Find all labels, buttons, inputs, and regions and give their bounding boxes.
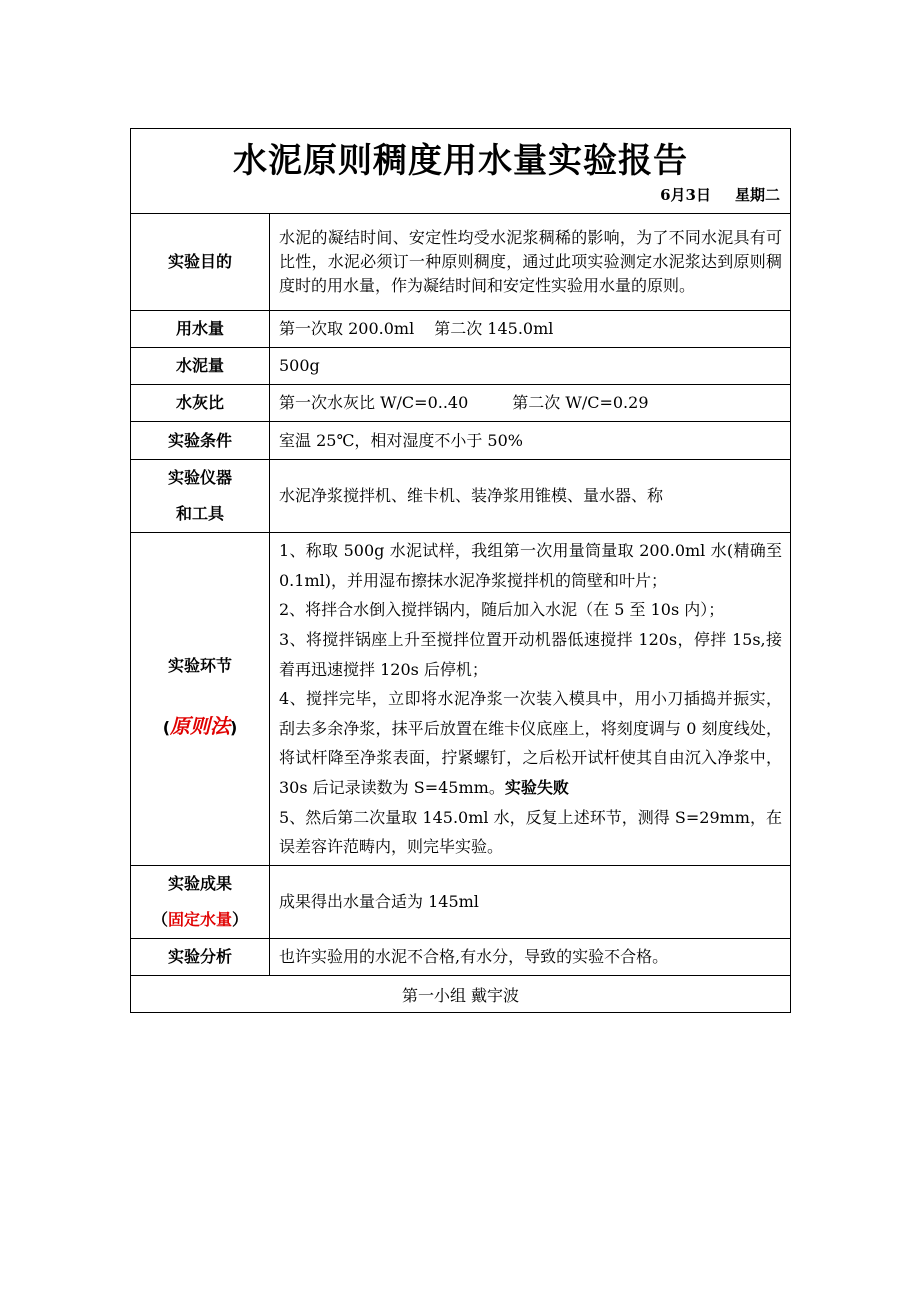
equipment-row xyxy=(131,460,791,533)
result-sub-text: 固定水量 xyxy=(167,910,232,929)
analysis-value: 也许实验用的水泥不合格,有水分，导致的实验不合格。 xyxy=(270,939,791,976)
date-line xyxy=(660,184,780,205)
result-label-cell xyxy=(131,866,270,939)
steps-value xyxy=(270,533,791,866)
steps-row xyxy=(131,533,791,866)
report-date: 6月3日 xyxy=(660,186,711,204)
steps-method-name: 原则法 xyxy=(170,714,230,738)
purpose-label: 实验目的 xyxy=(131,214,270,311)
water-value xyxy=(270,311,791,348)
cement-row xyxy=(131,348,791,385)
equipment-label-line2: 和工具 xyxy=(175,504,224,523)
steps-method-close: ) xyxy=(230,718,238,737)
page-title: 水泥原则稠度用水量实验报告 xyxy=(233,141,688,181)
cement-value: 500g xyxy=(270,348,791,385)
water-label: 用水量 xyxy=(131,311,270,348)
ratio-label: 水灰比 xyxy=(131,385,270,422)
water-row xyxy=(131,311,791,348)
result-sub-close: ） xyxy=(232,910,249,929)
step-3: 3、将搅拌锅座上升至搅拌位置开动机器低速搅拌 120s，停拌 15s,接着再迅速搅拌 120s 后停机； xyxy=(279,630,782,679)
result-value: 成果得出水量合适为 145ml xyxy=(270,866,791,939)
title-row xyxy=(131,129,791,214)
ratio-second: 第二次 W/C=0.29 xyxy=(512,393,649,412)
cement-label: 水泥量 xyxy=(131,348,270,385)
title-cell xyxy=(131,129,791,214)
purpose-row xyxy=(131,214,791,311)
footer-author: 第一小组 戴宇波 xyxy=(131,976,791,1013)
steps-method xyxy=(131,708,269,746)
ratio-value xyxy=(270,385,791,422)
step-4-fail-note: 实验失败 xyxy=(504,777,569,797)
purpose-value: 水泥的凝结时间、安定性均受水泥浆稠稀的影响，为了不同水泥具有可比性，水泥必须订一种原则稠度，通过此项实验测定水泥浆达到原则稠度时的用水量，作为凝结时间和安定性实验用水量的原则。 xyxy=(270,214,791,311)
water-second: 第二次 145.0ml xyxy=(434,319,554,338)
steps-label-cell xyxy=(131,533,270,866)
result-label: 实验成果 xyxy=(167,874,232,893)
analysis-row xyxy=(131,939,791,976)
report-weekday: 星期二 xyxy=(734,186,780,204)
analysis-label: 实验分析 xyxy=(131,939,270,976)
conditions-label: 实验条件 xyxy=(131,422,270,460)
step-2: 2、将拌合水倒入搅拌锅内，随后加入水泥（在 5 至 10s 内）； xyxy=(279,600,725,620)
steps-method-open: ( xyxy=(162,718,170,737)
water-first: 第一次取 200.0ml xyxy=(279,319,415,338)
step-5: 5、然后第二次量取 145.0ml 水，反复上述环节，测得 S=29mm，在误差容许范畴内，则完毕实验。 xyxy=(279,807,782,857)
step-4-text: 4、搅拌完毕，立即将水泥净浆一次装入模具中，用小刀插捣并振实，刮去多余净浆，抹平后放置在维卡仪底座上，将刻度调与 0 刻度线处，将试杆降至净浆表面，拧紧螺钉，之后松开试杆使其自由沉入净浆中，30s 后记录读数为 S=45mm。 xyxy=(279,689,782,797)
result-sub xyxy=(131,902,269,938)
ratio-row xyxy=(131,385,791,422)
step-4 xyxy=(279,684,782,802)
steps-label: 实验环节 xyxy=(167,656,232,675)
result-sub-open: （ xyxy=(151,910,168,929)
conditions-value: 室温 25℃，相对湿度不小于 50% xyxy=(270,422,791,460)
result-row xyxy=(131,866,791,939)
ratio-first: 第一次水灰比 W/C=0..40 xyxy=(279,393,469,412)
footer-row xyxy=(131,976,791,1013)
equipment-value: 水泥净浆搅拌机、维卡机、装净浆用锥模、量水器、称 xyxy=(270,460,791,533)
conditions-row xyxy=(131,422,791,460)
report-table xyxy=(130,128,791,1013)
equipment-label-line1: 实验仪器 xyxy=(167,468,232,487)
step-1: 1、称取 500g 水泥试样，我组第一次用量筒量取 200.0ml 水(精确至 0.1ml)，并用湿布擦抹水泥净浆搅拌机的筒壁和叶片； xyxy=(279,541,782,590)
equipment-label xyxy=(131,460,270,533)
